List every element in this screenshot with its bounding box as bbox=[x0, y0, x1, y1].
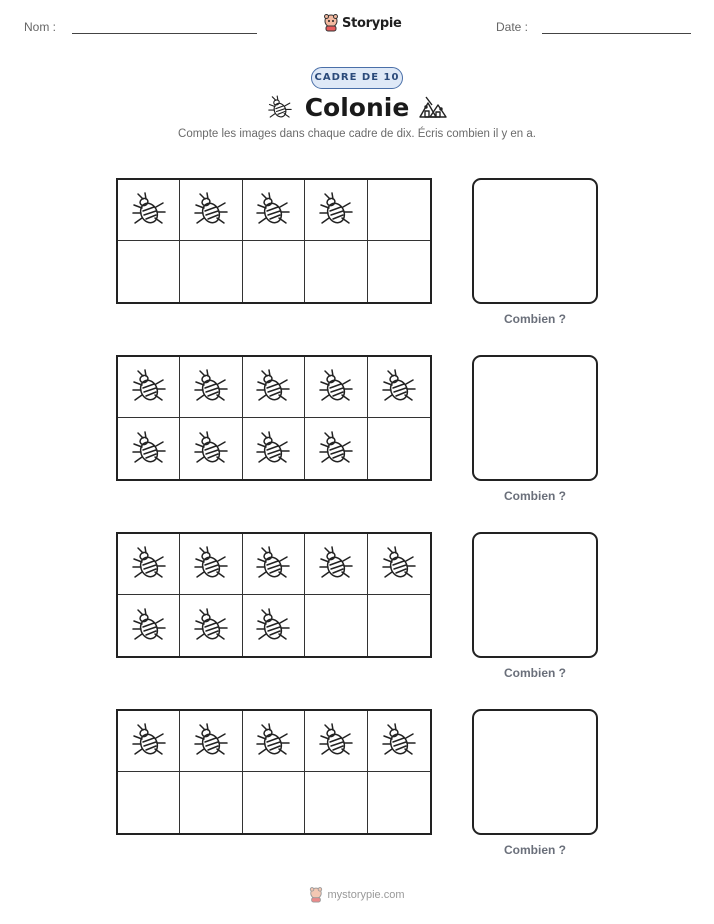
bug-icon bbox=[253, 190, 293, 230]
frame-cell bbox=[243, 241, 305, 302]
frame-cell bbox=[118, 595, 180, 656]
worksheet-type-badge: CADRE DE 10 bbox=[311, 67, 403, 89]
bug-icon bbox=[191, 429, 231, 469]
frame-cell bbox=[180, 357, 242, 418]
bug-icon bbox=[129, 721, 169, 761]
frame-cell bbox=[243, 418, 305, 479]
storypie-mascot-icon bbox=[323, 14, 339, 32]
answer-box[interactable] bbox=[472, 355, 598, 481]
bug-icon bbox=[191, 544, 231, 584]
frame-cell bbox=[118, 241, 180, 302]
frame-cell bbox=[243, 595, 305, 656]
frame-cell bbox=[305, 241, 367, 302]
frame-cell bbox=[368, 534, 430, 595]
bug-icon bbox=[129, 606, 169, 646]
frame-cell bbox=[180, 772, 242, 833]
frame-cell bbox=[305, 595, 367, 656]
bug-icon bbox=[191, 721, 231, 761]
footer-url: mystorypie.com bbox=[327, 889, 405, 901]
bug-icon bbox=[253, 367, 293, 407]
frame-cell bbox=[118, 357, 180, 418]
answer-label: Combien ? bbox=[504, 843, 566, 857]
problem-4 bbox=[0, 709, 714, 869]
frame-cell bbox=[180, 180, 242, 241]
frame-cell bbox=[368, 595, 430, 656]
footer bbox=[0, 884, 714, 906]
answer-box[interactable] bbox=[472, 532, 598, 658]
frame-cell bbox=[243, 711, 305, 772]
bug-icon bbox=[316, 190, 356, 230]
answer-box[interactable] bbox=[472, 178, 598, 304]
answer-box[interactable] bbox=[472, 709, 598, 835]
frame-cell bbox=[243, 357, 305, 418]
ten-frame bbox=[116, 532, 432, 658]
problem-2 bbox=[0, 355, 714, 515]
bug-icon bbox=[129, 544, 169, 584]
problem-1 bbox=[0, 178, 714, 338]
bug-icon bbox=[379, 367, 419, 407]
brand-name: Storypie bbox=[342, 15, 402, 31]
frame-cell bbox=[305, 711, 367, 772]
frame-cell bbox=[243, 534, 305, 595]
bug-icon bbox=[316, 367, 356, 407]
bug-icon bbox=[316, 721, 356, 761]
title-row bbox=[0, 92, 714, 124]
frame-cell bbox=[118, 418, 180, 479]
frame-cell bbox=[180, 534, 242, 595]
answer-label: Combien ? bbox=[504, 666, 566, 680]
bug-icon bbox=[253, 606, 293, 646]
name-line[interactable] bbox=[72, 33, 257, 34]
frame-cell bbox=[368, 241, 430, 302]
frame-cell bbox=[118, 180, 180, 241]
bug-icon bbox=[316, 429, 356, 469]
frame-cell bbox=[305, 180, 367, 241]
date-label: Date : bbox=[496, 20, 529, 34]
problem-3 bbox=[0, 532, 714, 692]
anthill-icon bbox=[418, 95, 448, 119]
bug-icon bbox=[191, 190, 231, 230]
frame-cell bbox=[118, 772, 180, 833]
frame-cell bbox=[305, 772, 367, 833]
bug-icon bbox=[129, 429, 169, 469]
ten-frame bbox=[116, 355, 432, 481]
date-line[interactable] bbox=[542, 33, 691, 34]
bug-icon bbox=[191, 606, 231, 646]
frame-cell bbox=[243, 180, 305, 241]
bug-icon bbox=[316, 544, 356, 584]
frame-cell bbox=[118, 534, 180, 595]
instructions: Compte les images dans chaque cadre de dix. Écris combien il y en a. bbox=[178, 128, 536, 140]
bug-icon bbox=[379, 721, 419, 761]
bug-icon bbox=[253, 429, 293, 469]
frame-cell bbox=[305, 357, 367, 418]
frame-cell bbox=[368, 418, 430, 479]
frame-cell bbox=[368, 357, 430, 418]
frame-cell bbox=[243, 772, 305, 833]
answer-label: Combien ? bbox=[504, 312, 566, 326]
frame-cell bbox=[305, 534, 367, 595]
frame-cell bbox=[368, 772, 430, 833]
brand-logo bbox=[323, 12, 402, 34]
answer-label: Combien ? bbox=[504, 489, 566, 503]
ten-frame bbox=[116, 178, 432, 304]
bug-icon bbox=[253, 721, 293, 761]
bug-icon bbox=[129, 190, 169, 230]
bug-icon bbox=[129, 367, 169, 407]
frame-cell bbox=[180, 241, 242, 302]
frame-cell bbox=[180, 418, 242, 479]
name-label: Nom : bbox=[24, 20, 57, 34]
ten-frame bbox=[116, 709, 432, 835]
bug-icon bbox=[253, 544, 293, 584]
frame-cell bbox=[118, 711, 180, 772]
frame-cell bbox=[305, 418, 367, 479]
frame-cell bbox=[180, 595, 242, 656]
frame-cell bbox=[368, 711, 430, 772]
frame-cell bbox=[180, 711, 242, 772]
bug-icon bbox=[379, 544, 419, 584]
page-title: Colonie bbox=[304, 93, 410, 122]
storypie-mascot-icon bbox=[309, 887, 323, 903]
bug-icon bbox=[191, 367, 231, 407]
frame-cell bbox=[368, 180, 430, 241]
